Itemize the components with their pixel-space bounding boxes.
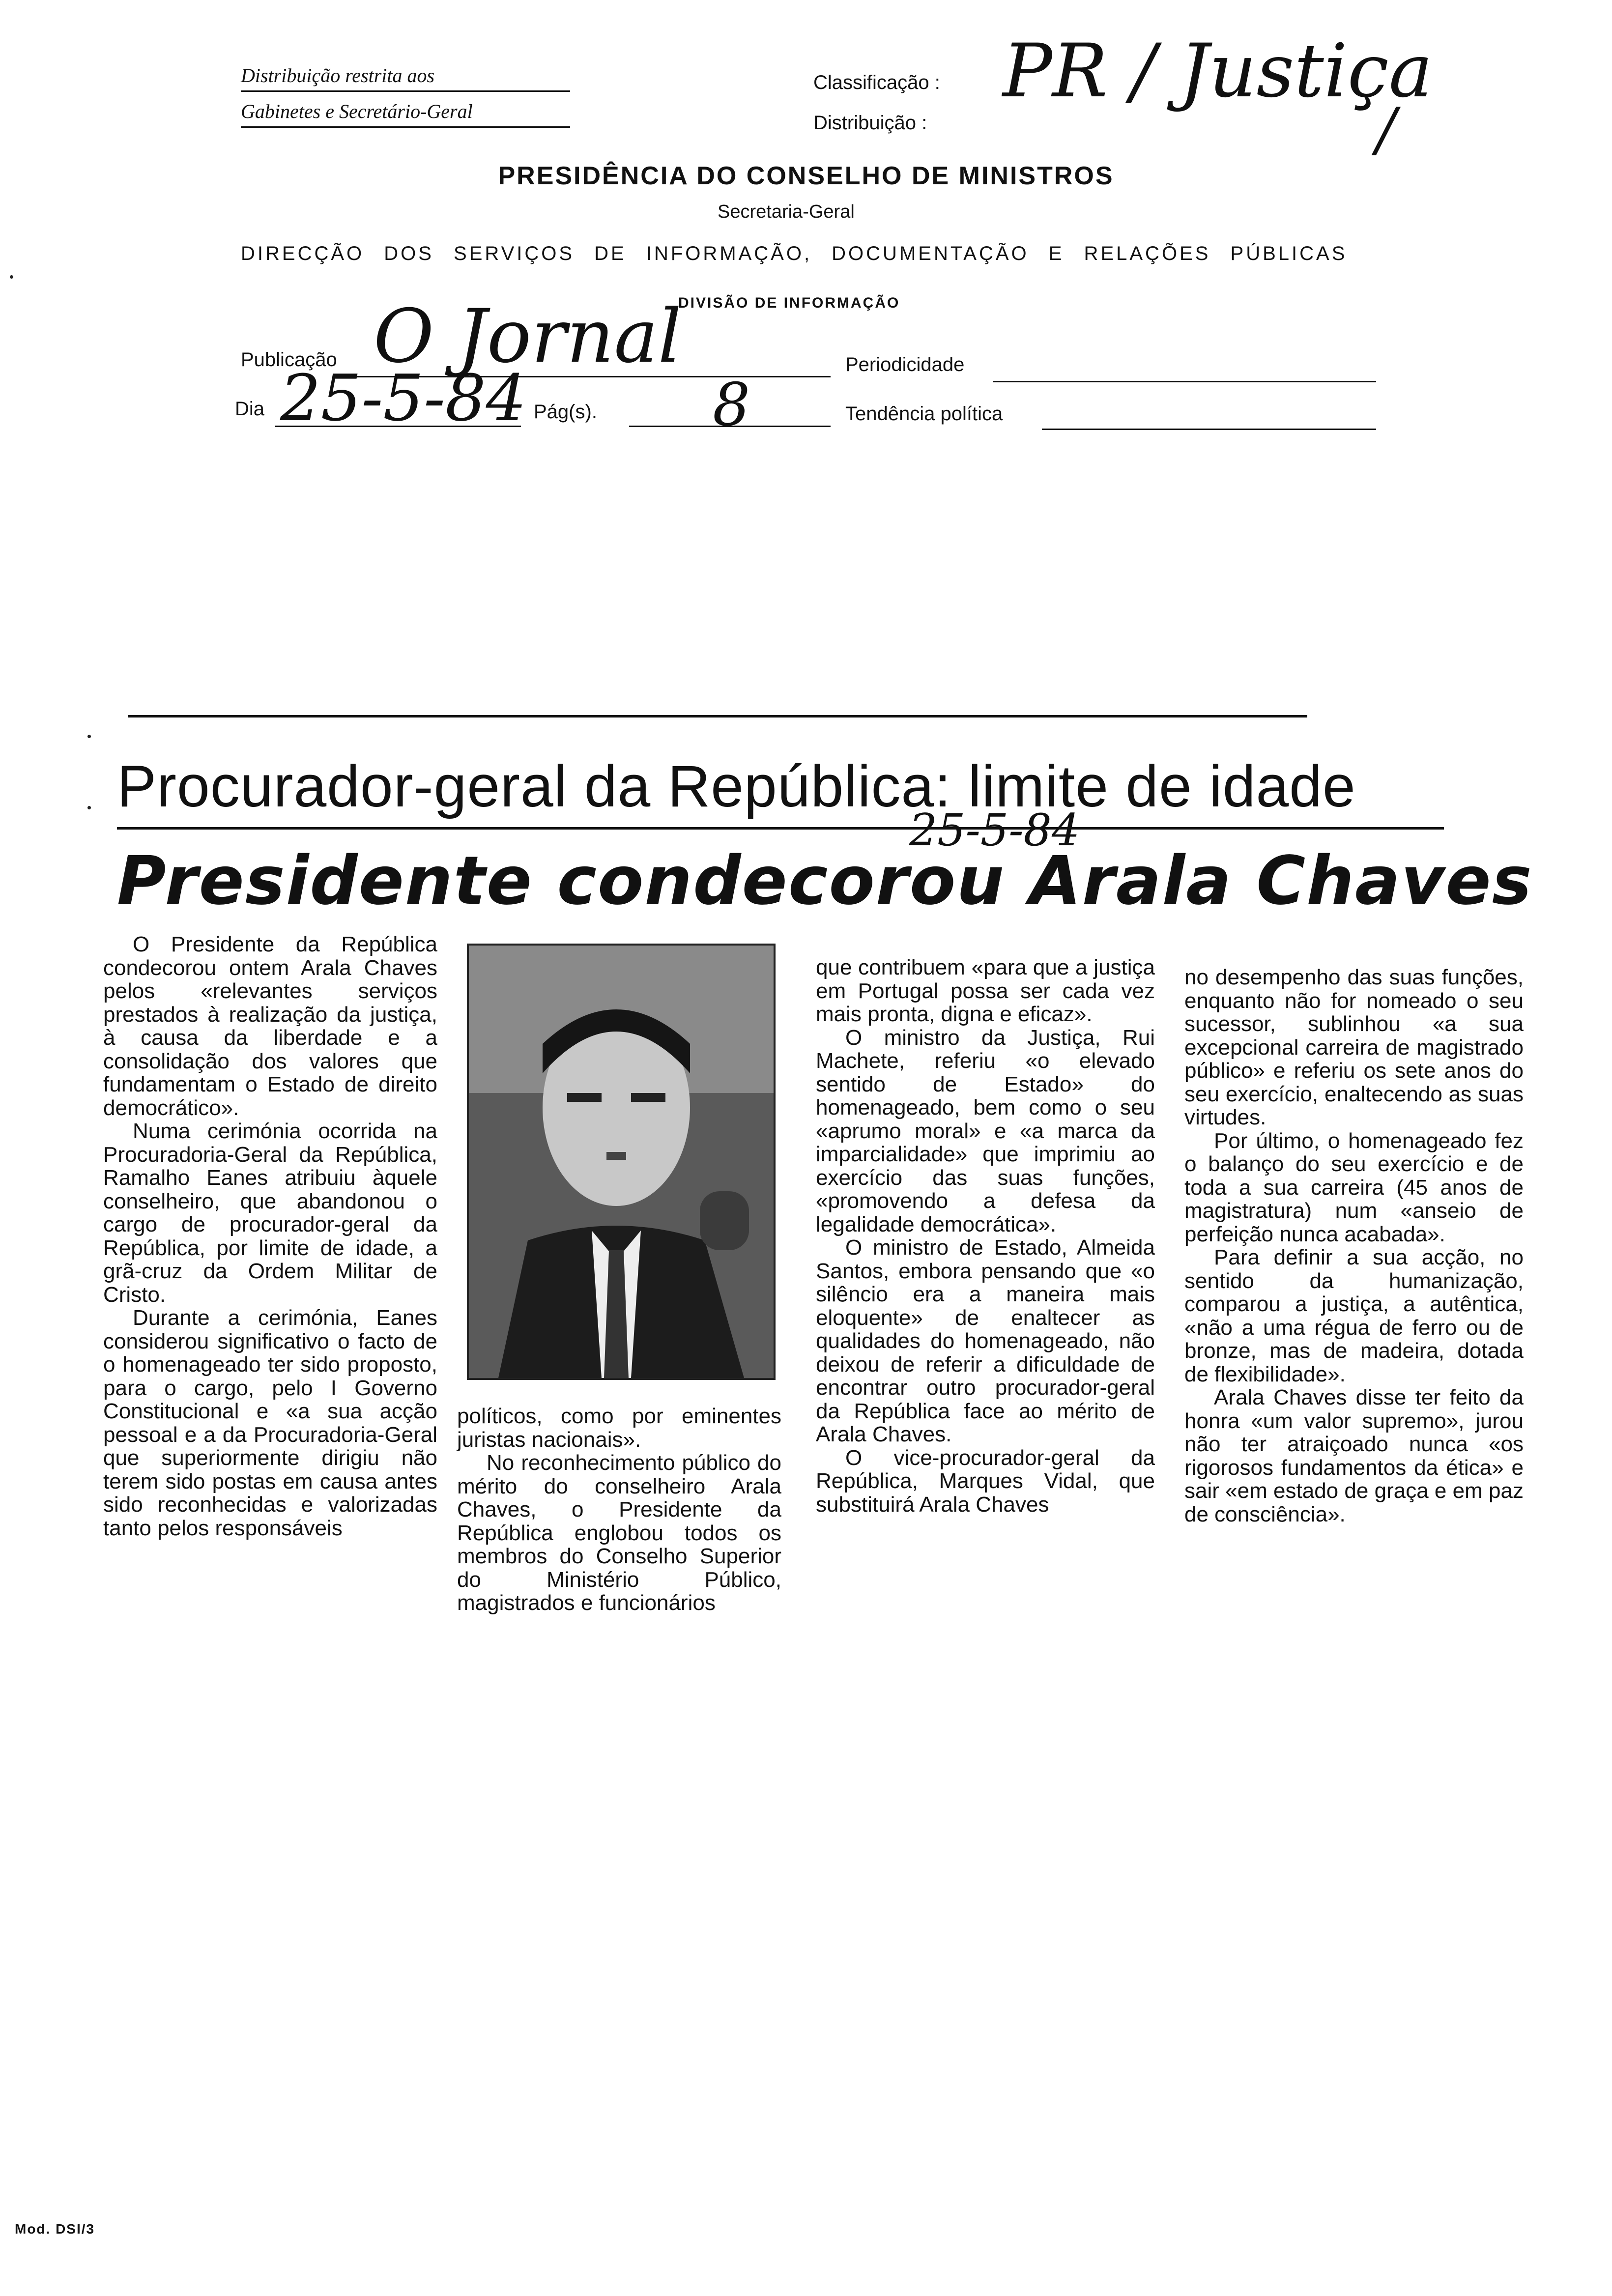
pags-label: Pág(s). <box>534 401 597 423</box>
scan-speck <box>10 275 13 279</box>
periodicidade-line <box>993 381 1376 382</box>
portrait-illustration <box>469 946 774 1378</box>
kicker-rule <box>117 827 1444 830</box>
col1-paragraph-1: O Presidente da República condecorou ontem Arala Chaves pelos «relevantes serviços prestados à realização da justiça, à causa da liberdade e a consolidação dos valores que fundamentam o Estado de direito democrático». <box>103 932 437 1120</box>
col1-paragraph-3: Durante a cerimónia, Eanes considerou significativo o facto de o homenageado ter sido proposto, para o cargo, pelo I Governo Constitucional e «a sua acção pessoal e a da Procuradoria-Geral que superiormente dirigiu não terem sido postas em causa antes sido reconhecidas e valorizadas tanto pelos responsáveis <box>103 1306 437 1540</box>
col1-paragraph-2: Numa cerimónia ocorrida na Procuradoria-Geral da República, Ramalho Eanes atribuiu àquele conselheiro, que abandonou o cargo de procurador-geral da República, por limite de idade, a grã-cruz da Ordem Militar de Cristo. <box>103 1119 437 1307</box>
article-headline: Presidente condecorou Arala Chaves <box>117 842 1533 920</box>
col3-paragraph-1: que contribuem «para que a justiça em Portugal possa ser cada vez mais pronta, digna e eficaz». <box>816 955 1155 1026</box>
article-photo <box>467 944 776 1380</box>
col4-paragraph-2: Por último, o homenageado fez o balanço do seu exercício e de toda a sua carreira (45 anos de magistratura) num «anseio de perfeição nunca acabada». <box>1184 1128 1524 1246</box>
tendencia-line <box>1042 429 1376 430</box>
publicacao-handwritten: O Jornal <box>374 294 682 379</box>
restricted-line-2: Gabinetes e Secretário-Geral <box>241 99 570 128</box>
direccao-line: DIRECÇÃO DOS SERVIÇOS DE INFORMAÇÃO, DOCUMENTAÇÃO E RELAÇÕES PÚBLICAS <box>241 243 1348 264</box>
col4-paragraph-3: Para definir a sua acção, no sentido da humanização, comparou a justiça, a autêntica, «não a uma régua de ferro ou de bronze, mas de madeira, dotada de flexibilidade». <box>1184 1245 1524 1386</box>
article-column-3 <box>816 956 1155 1516</box>
form-code: Mod. DSI/3 <box>15 2221 95 2237</box>
col3-paragraph-2: O ministro da Justiça, Rui Machete, referiu «o elevado sentido de Estado» do homenageado, bem como o seu «aprumo moral» e «a marca da imparcialidade» que imprimiu ao exercício das suas funções, «promovendo a defesa da legalidade democrática». <box>816 1025 1155 1236</box>
col3-paragraph-3: O ministro de Estado, Almeida Santos, embora pensando que «o silêncio era a maneira mais eloquente» de enaltecer as qualidades do homenageado, não deixou de referir a dificuldade de encontrar outro procurador-geral da República face ao mérito de Arala Chaves. <box>816 1235 1155 1446</box>
handwritten-distribution: / <box>1376 96 1396 164</box>
dia-handwritten: 25-5-84 <box>280 361 527 435</box>
publicacao-label: Publicação <box>241 349 337 371</box>
scan-speck <box>87 806 91 809</box>
divisao-label: DIVISÃO DE INFORMAÇÃO <box>678 295 900 311</box>
col2-paragraph-1: políticos, como por eminentes juristas nacionais». <box>457 1404 781 1452</box>
pags-handwritten: 8 <box>713 371 750 439</box>
dia-label: Dia <box>235 398 265 420</box>
periodicidade-label: Periodicidade <box>845 354 965 375</box>
article-column-4 <box>1184 966 1524 1526</box>
article-handwritten-date: 25-5-84 <box>909 804 1080 856</box>
clipping-top-rule <box>128 715 1307 718</box>
col2-paragraph-2: No reconhecimento público do mérito do conselheiro Arala Chaves, o Presidente da República englobou todos os membros do Conselho Superior do Ministério Público, magistrados e funcionários <box>457 1451 781 1615</box>
classificacao-label: Classificação : <box>813 72 940 93</box>
article-kicker: Procurador-geral da República: limite de idade <box>117 753 1356 819</box>
restricted-distribution-note <box>241 63 570 128</box>
col3-paragraph-4: O vice-procurador-geral da República, Marques Vidal, que substituirá Arala Chaves <box>816 1445 1155 1517</box>
restricted-line-1: Distribuição restrita aos <box>241 63 570 92</box>
tendencia-label: Tendência política <box>845 403 1003 425</box>
article-column-2 <box>457 1405 781 1615</box>
col4-paragraph-1: no desempenho das suas funções, enquanto não for nomeado o seu sucessor, sublinhou «a sua excepcional carreira de magistrado público» e referiu os sete anos do seu exercício, enaltecendo as suas virtudes. <box>1184 965 1524 1129</box>
page-title: PRESIDÊNCIA DO CONSELHO DE MINISTROS <box>498 162 1114 190</box>
page-subtitle: Secretaria-Geral <box>718 201 855 222</box>
scan-speck <box>87 735 91 738</box>
col4-paragraph-4: Arala Chaves disse ter feito da honra «um valor supremo», jurou não ter atraiçoado nunca «os rigorosos fundamentos da ética» e sair «em estado de graça e em paz de consciência». <box>1184 1385 1524 1526</box>
distribuicao-label: Distribuição : <box>813 112 927 134</box>
article-column-1 <box>103 933 437 1540</box>
handwritten-classification: PR / Justiça <box>1003 29 1433 114</box>
